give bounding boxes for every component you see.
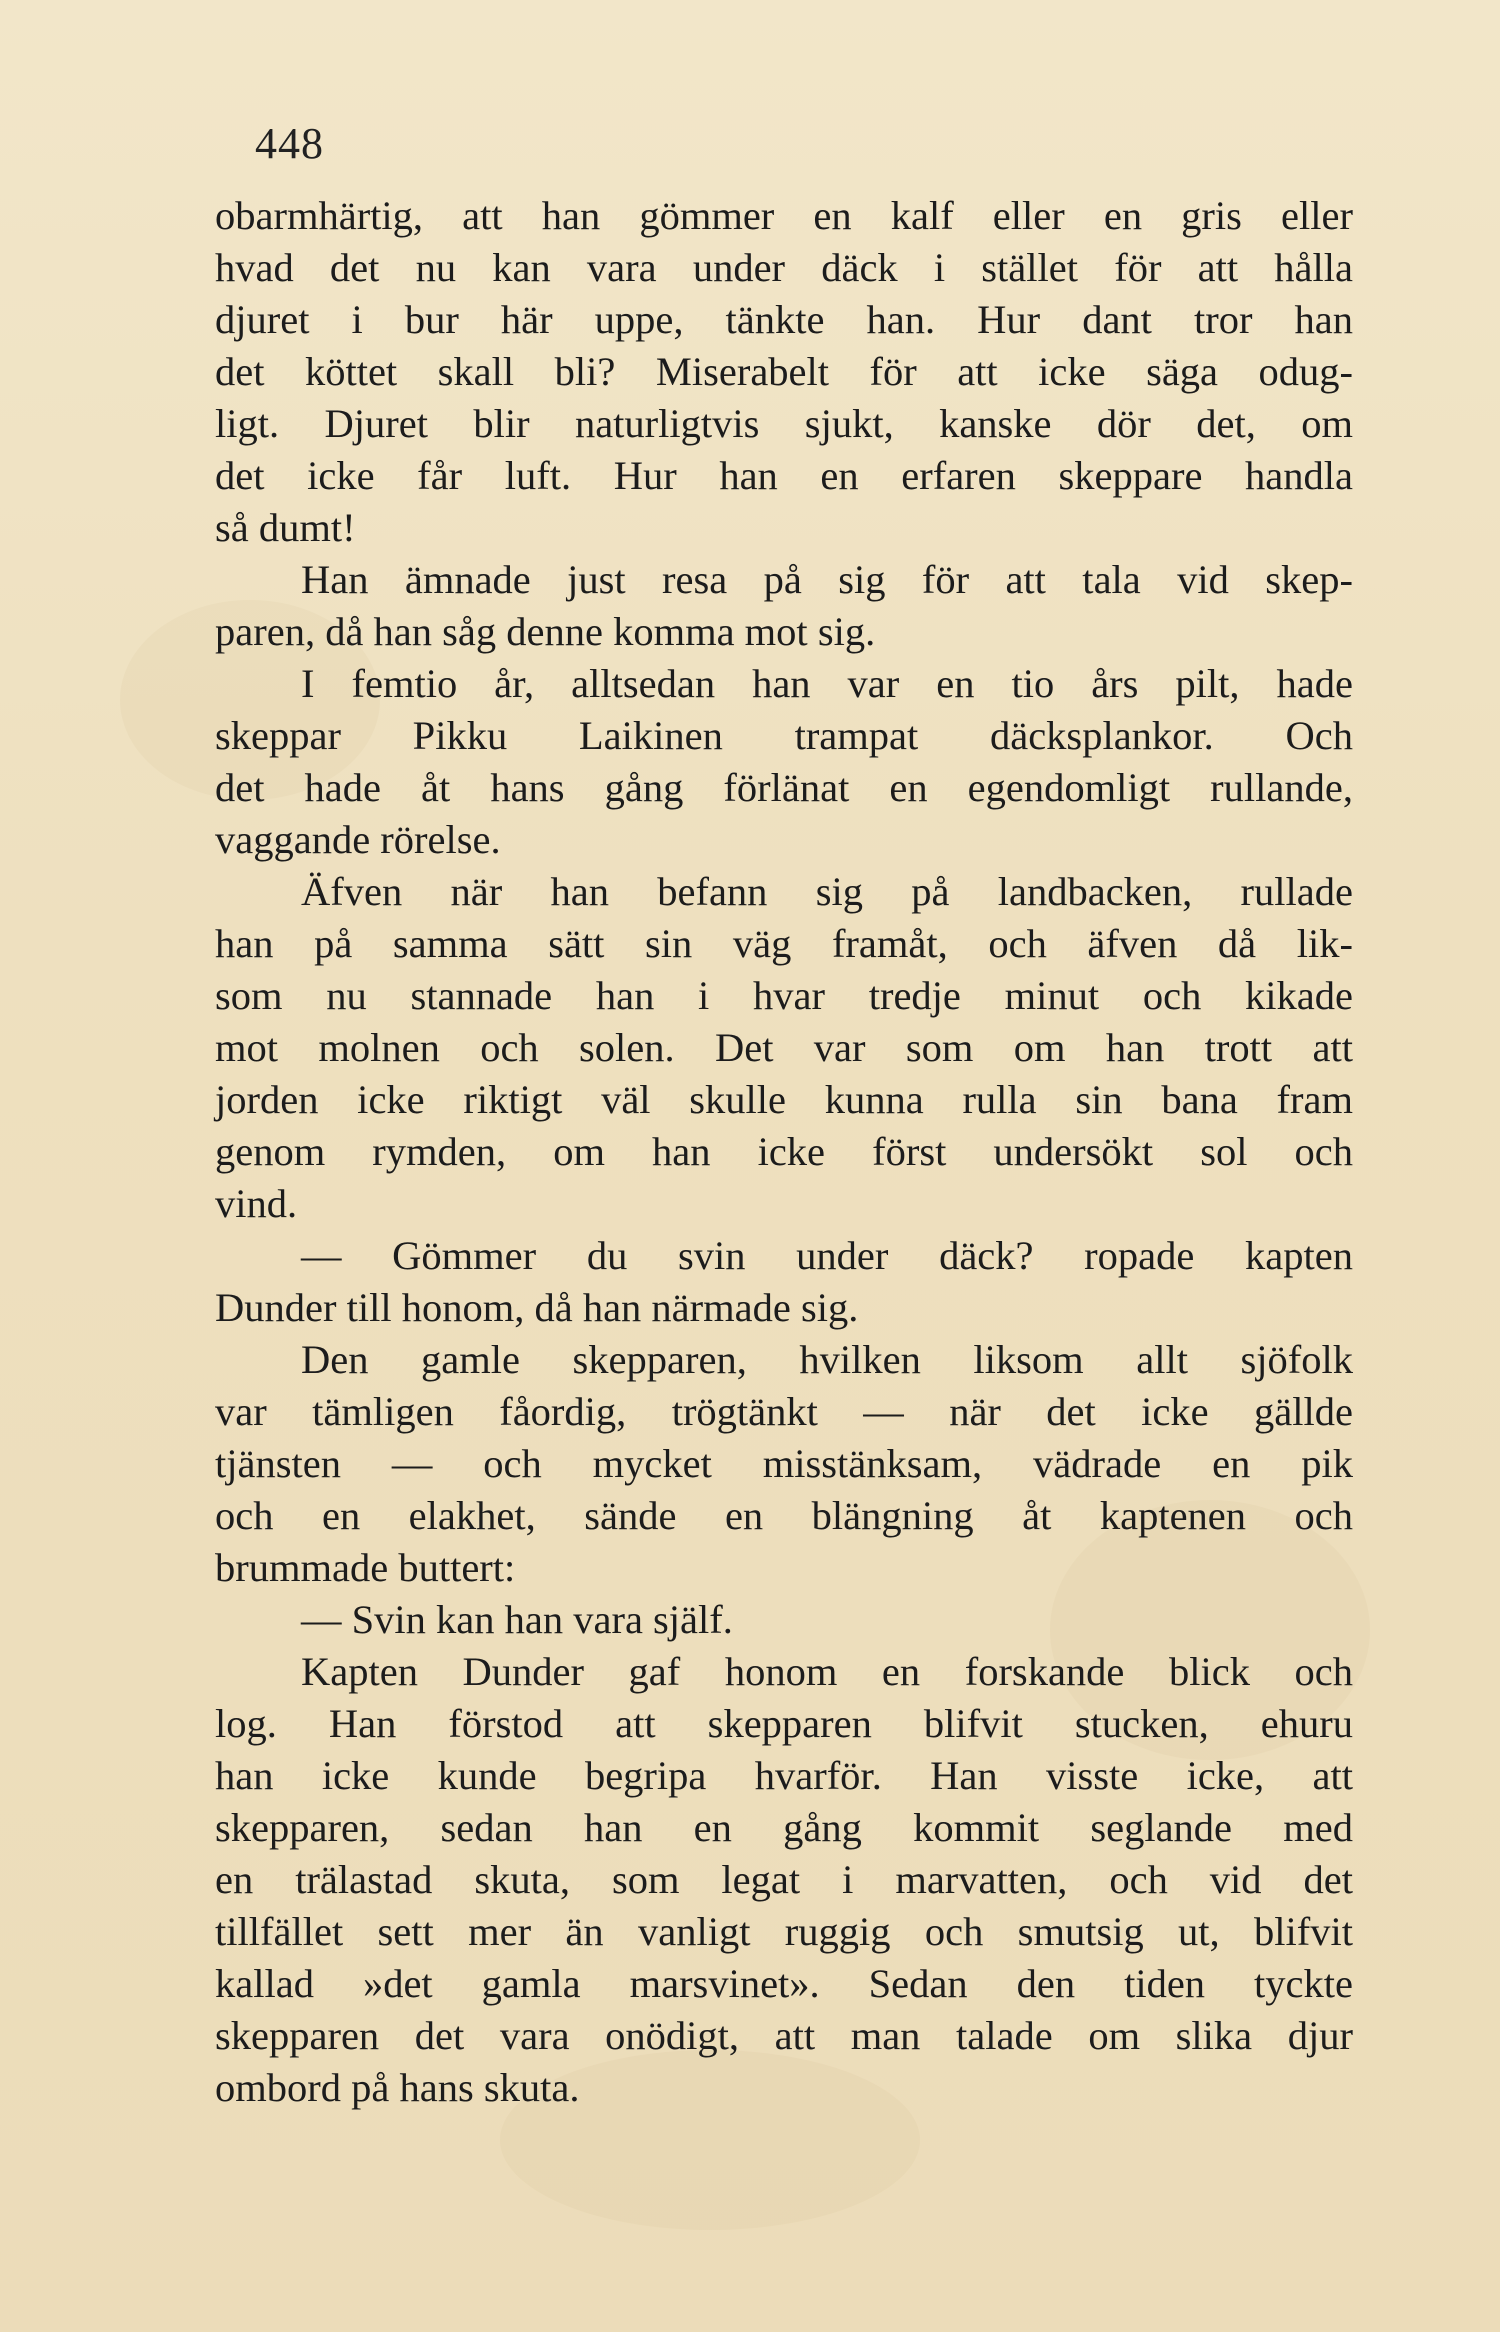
text-line: han icke kunde begripa hvarför. Han visste icke, att: [215, 1753, 1353, 1798]
text-line: en trälastad skuta, som legat i marvatten, och vid det: [215, 1857, 1353, 1902]
text-line: och en elakhet, sände en blängning åt kaptenen och: [215, 1493, 1353, 1538]
text-line: obarmhärtig, att han gömmer en kalf eller en gris eller: [215, 193, 1353, 238]
text-line: Äfven när han befann sig på landbacken, rullade: [301, 869, 1353, 914]
text-line: Den gamle skepparen, hvilken liksom allt sjöfolk: [301, 1337, 1353, 1382]
text-line: Dunder till honom, då han närmade sig.: [215, 1285, 859, 1330]
text-line: I femtio år, alltsedan han var en tio års pilt, hade: [301, 661, 1353, 706]
text-line: paren, då han såg denne komma mot sig.: [215, 609, 876, 654]
text-line: vind.: [215, 1181, 298, 1226]
text-line: genom rymden, om han icke först undersökt sol och: [215, 1129, 1353, 1174]
text-line: — Gömmer du svin under däck? ropade kapten: [301, 1233, 1353, 1278]
text-line: log. Han förstod att skepparen blifvit stucken, ehuru: [215, 1701, 1353, 1746]
text-line: hvad det nu kan vara under däck i stället för att hålla: [215, 245, 1353, 290]
text-line: det icke får luft. Hur han en erfaren skeppare handla: [215, 453, 1353, 498]
text-line: Han ämnade just resa på sig för att tala vid skep-: [301, 557, 1353, 602]
text-line: skeppar Pikku Laikinen trampat däcksplankor. Och: [215, 713, 1353, 758]
text-line: kallad »det gamla marsvinet». Sedan den tiden tyckte: [215, 1961, 1353, 2006]
text-line: jorden icke riktigt väl skulle kunna rulla sin bana fram: [215, 1077, 1353, 1122]
text-line: brummade buttert:: [215, 1545, 516, 1590]
text-line: det köttet skall bli? Miserabelt för att icke säga odug-: [215, 349, 1353, 394]
text-line: det hade åt hans gång förlänat en egendomligt rullande,: [215, 765, 1353, 810]
text-line: var tämligen fåordig, trögtänkt — när det icke gällde: [215, 1389, 1353, 1434]
text-line: skepparen det vara onödigt, att man talade om slika djur: [215, 2013, 1353, 2058]
text-line: djuret i bur här uppe, tänkte han. Hur dant tror han: [215, 297, 1353, 342]
text-line: han på samma sätt sin väg framåt, och äfven då lik-: [215, 921, 1353, 966]
page-number: 448: [255, 119, 324, 168]
text-line: tillfället sett mer än vanligt ruggig och smutsig ut, blifvit: [215, 1909, 1353, 1954]
text-line: mot molnen och solen. Det var som om han trott att: [215, 1025, 1353, 1070]
text-line: — Svin kan han vara själf.: [301, 1597, 733, 1642]
text-line: ligt. Djuret blir naturligtvis sjukt, kanske dör det, om: [215, 401, 1353, 446]
text-line: ombord på hans skuta.: [215, 2065, 580, 2110]
text-line: tjänsten — och mycket misstänksam, vädrade en pik: [215, 1441, 1353, 1486]
text-line: Kapten Dunder gaf honom en forskande blick och: [301, 1649, 1353, 1694]
text-line: vaggande rörelse.: [215, 817, 501, 862]
text-line: som nu stannade han i hvar tredje minut och kikade: [215, 973, 1353, 1018]
body-text: [215, 190, 1353, 2114]
text-line: skepparen, sedan han en gång kommit seglande med: [215, 1805, 1353, 1850]
text-line: så dumt!: [215, 505, 356, 550]
